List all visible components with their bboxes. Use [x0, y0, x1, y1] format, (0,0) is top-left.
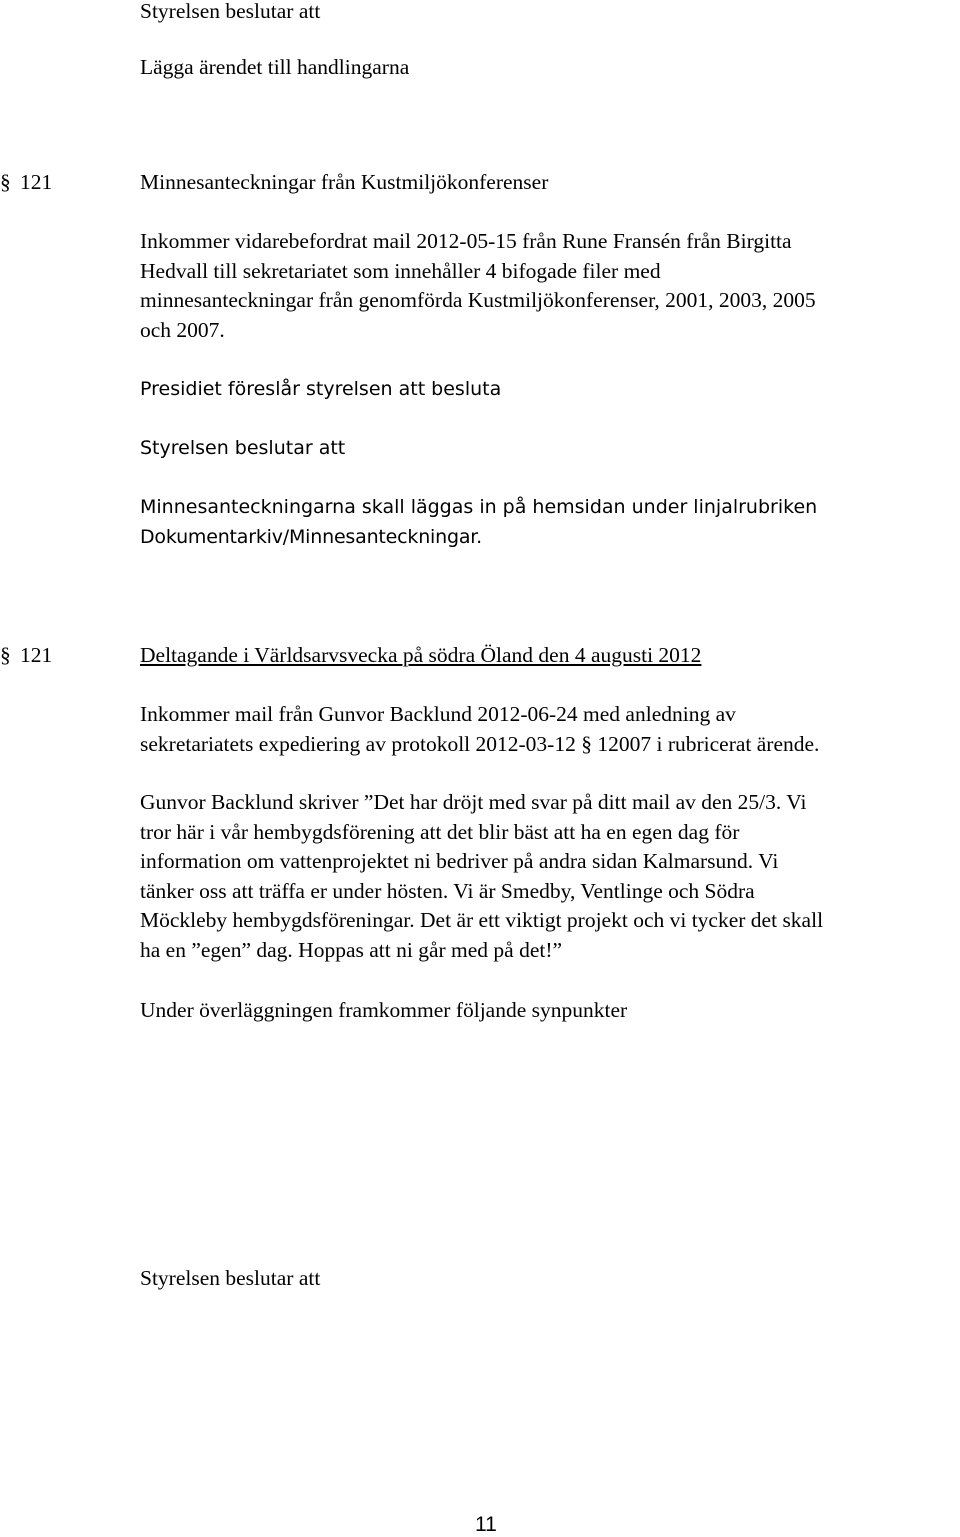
proposal-text: Presidiet föreslår styrelsen att besluta: [140, 378, 502, 400]
body-line: Inkommer vidarebefordrat mail 2012-05-15 från Rune Fransén från Birgitta: [140, 229, 792, 253]
body-text: 12007 i rubricerat ärende.: [597, 731, 820, 756]
quote-line: ha en ”egen” dag. Hoppas att ni går med på det!”: [140, 937, 563, 962]
section-number: 121: [20, 170, 53, 194]
section-sign: §: [0, 643, 11, 667]
quote-paragraph: [140, 788, 823, 965]
decision-line: Dokumentarkiv/Minnesanteckningar.: [140, 525, 482, 548]
discussion-text: Under överläggningen framkommer följande synpunkter: [140, 998, 628, 1022]
decision-line: Minnesanteckningarna skall läggas in på hemsidan under linjalrubriken: [140, 496, 818, 518]
body-line: Inkommer mail från Gunvor Backlund 2012-06-24 med anledning av: [140, 702, 736, 726]
body-text: sekretariatets expediering av protokoll 2012-03-12: [140, 731, 576, 756]
quote-line: Gunvor Backlund skriver ”Det har dröjt med svar på ditt mail av den 25/3. Vi: [140, 790, 807, 814]
decision-label: Styrelsen beslutar att: [140, 1266, 321, 1290]
decision-body: [140, 493, 817, 552]
decision-text: Lägga ärendet till handlingarna: [140, 55, 410, 79]
quote-line: tänker oss att träffa er under hösten. Vi är Smedby, Ventlinge och Södra: [140, 878, 755, 903]
body-line: minnesanteckningar från genomförda Kustmiljökonferenser, 2001, 2003, 2005: [140, 288, 816, 312]
section-body: [140, 227, 816, 345]
page-number: 11: [475, 1513, 497, 1536]
body-line: Hedvall till sekretariatet som innehåller 4 bifogade filer med: [140, 258, 661, 283]
section-body: [140, 700, 819, 759]
body-line: [140, 730, 819, 760]
quote-line: tror här i vår hembygdsförening att det blir bäst att ha en egen dag för: [140, 819, 740, 844]
section-title: Minnesanteckningar från Kustmiljökonferenser: [140, 170, 549, 194]
decision-label: Styrelsen beslutar att: [140, 437, 346, 459]
quote-line: information om vattenprojektet ni bedriver på andra sidan Kalmarsund. Vi: [140, 849, 779, 873]
section-sign: §: [581, 731, 592, 756]
body-line: och 2007.: [140, 317, 225, 342]
quote-line: Möckleby hembygdsföreningar. Det är ett viktigt projekt och vi tycker det skall: [140, 908, 824, 932]
decision-label: Styrelsen beslutar att: [140, 0, 321, 23]
section-number: 121: [20, 643, 53, 667]
section-sign: §: [0, 170, 11, 194]
section-title: Deltagande i Världsarvsvecka på södra Öland den 4 augusti 2012: [140, 643, 702, 667]
